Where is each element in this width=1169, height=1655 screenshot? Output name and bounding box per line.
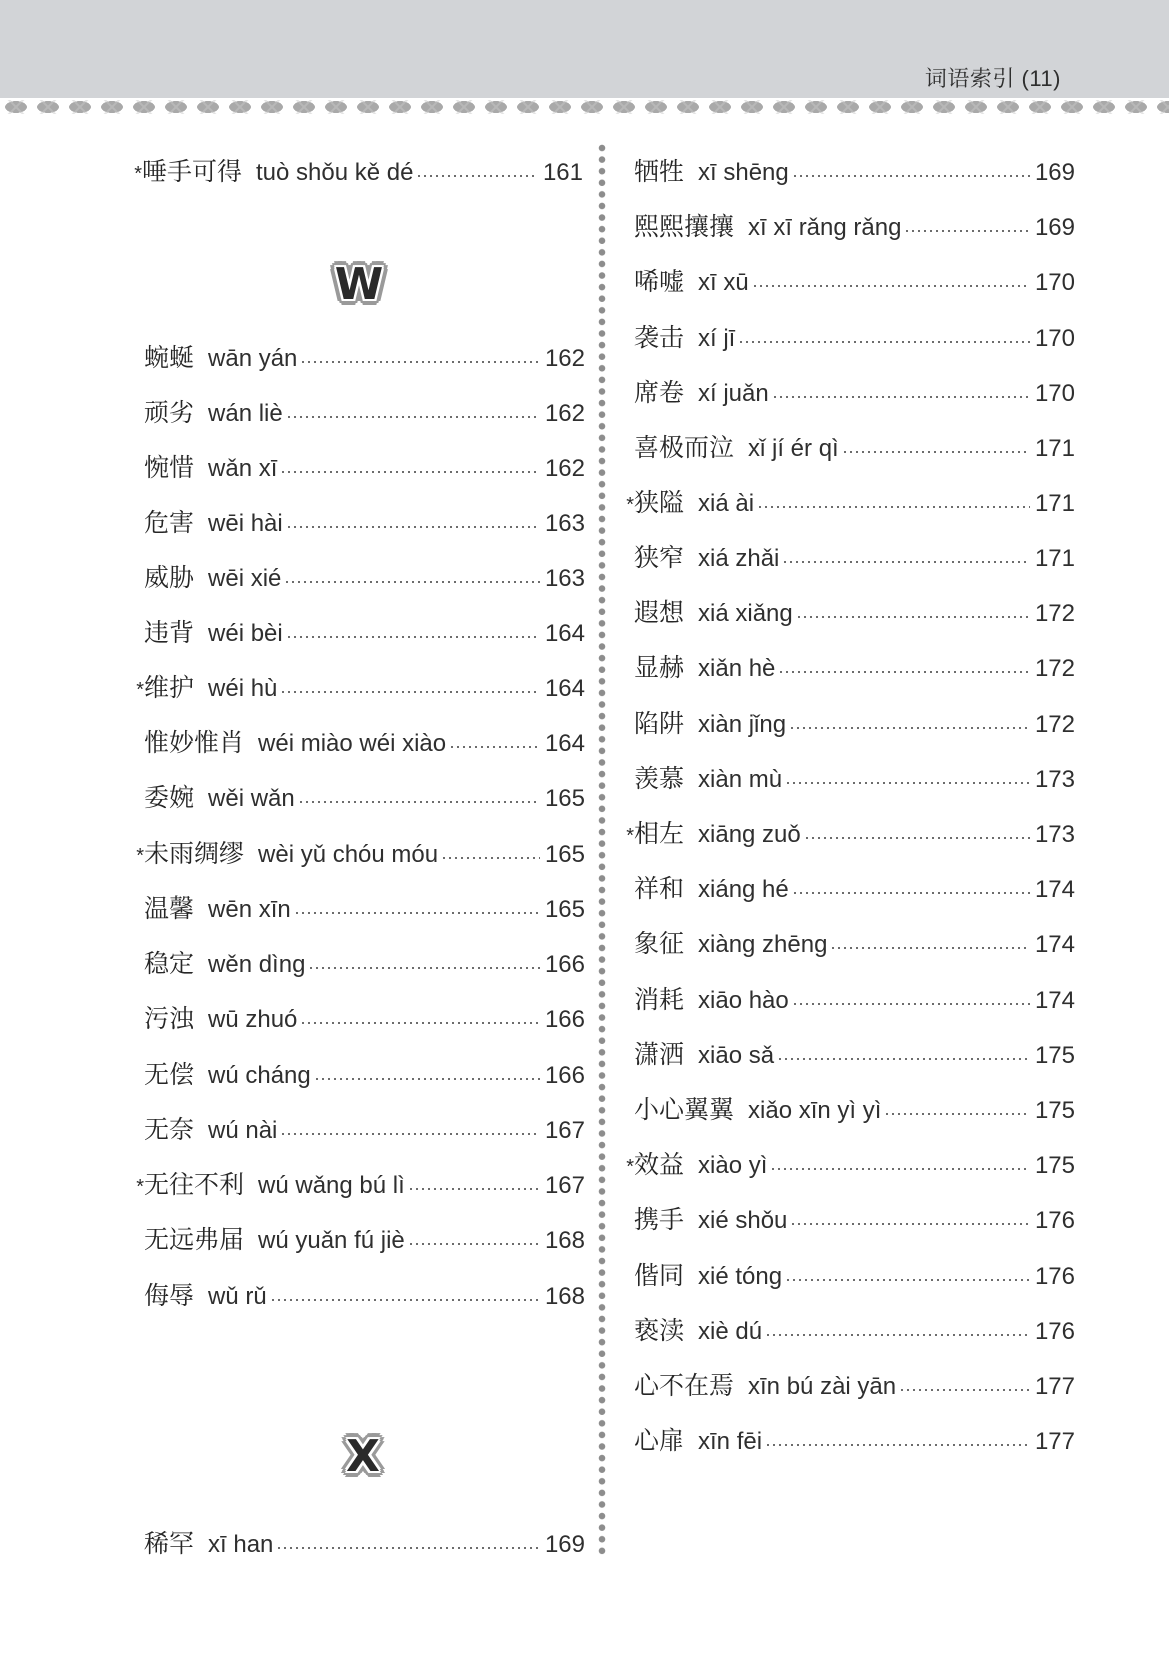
entry-pinyin: xī han	[208, 1531, 274, 1558]
entry-pinyin: xiáng hé	[698, 876, 789, 903]
index-entry	[620, 1366, 1075, 1400]
entry-pinyin: wēi xié	[208, 565, 282, 592]
entry-pinyin: xiàn jǐng	[698, 711, 787, 738]
dot-leader	[300, 1022, 540, 1024]
index-entry	[130, 944, 585, 978]
dot-leader	[785, 1279, 1030, 1281]
dot-leader	[757, 506, 1030, 508]
index-entry	[620, 538, 1075, 572]
entry-pinyin: xīn fēi	[698, 1428, 763, 1455]
entry-page-number: 169	[544, 1531, 585, 1558]
index-entry	[620, 262, 1075, 296]
dot-leader	[782, 561, 1030, 563]
entry-pinyin: wéi miào wéi xiào	[258, 730, 447, 757]
index-entry	[620, 373, 1075, 407]
star-marker: *	[134, 163, 142, 185]
dot-leader	[752, 285, 1030, 287]
dot-leader	[790, 1223, 1030, 1225]
star-marker: *	[136, 679, 144, 701]
entry-pinyin: xiāng zuǒ	[698, 821, 801, 848]
dot-leader	[280, 1133, 540, 1135]
entry-page-number: 169	[1034, 159, 1075, 186]
entry-page-number: 170	[1034, 380, 1075, 407]
entry-word: 袭击	[634, 324, 685, 352]
entry-word: 携手	[634, 1206, 685, 1234]
index-entry	[130, 1110, 585, 1144]
index-entry	[620, 924, 1075, 958]
entry-word: 顽劣	[144, 399, 195, 427]
entry-page-number: 174	[1034, 931, 1075, 958]
entry-page-number: 169	[1034, 214, 1075, 241]
dot-leader	[416, 175, 538, 177]
decorative-band	[0, 98, 1169, 114]
entry-page-number: 175	[1034, 1152, 1075, 1179]
dot-leader	[904, 230, 1030, 232]
entry-pinyin: xiá zhǎi	[698, 545, 780, 572]
entry-pinyin: wěi wǎn	[208, 785, 295, 812]
star-marker: *	[136, 1176, 144, 1198]
entry-word: 狭窄	[634, 544, 685, 572]
entry-pinyin: xī shēng	[698, 159, 789, 186]
entry-word: 狭隘	[634, 489, 685, 517]
entry-pinyin: xiǎn hè	[698, 655, 776, 682]
entry-page-number: 177	[1034, 1373, 1075, 1400]
entry-word: 遐想	[634, 599, 685, 627]
index-entry	[620, 648, 1075, 682]
index-entry	[620, 152, 1075, 186]
entry-pinyin: wú cháng	[208, 1062, 311, 1089]
entry-page-number: 164	[544, 675, 585, 702]
entry-page-number: 164	[544, 730, 585, 757]
entry-word: 偕同	[634, 1262, 685, 1290]
dot-leader	[286, 636, 540, 638]
entry-page-number: 164	[544, 620, 585, 647]
section-letter-w: W	[334, 258, 384, 310]
entry-word: 污浊	[144, 1005, 195, 1033]
entry-page-number: 165	[544, 841, 585, 868]
entry-page-number: 170	[1034, 325, 1075, 352]
dot-leader	[284, 581, 540, 583]
dot-leader	[408, 1243, 540, 1245]
index-entry	[620, 980, 1075, 1014]
entry-pinyin: xí juǎn	[698, 380, 769, 407]
index-entry	[620, 1090, 1075, 1124]
index-entry	[620, 704, 1075, 738]
entry-page-number: 168	[544, 1283, 585, 1310]
index-entry	[620, 869, 1075, 903]
index-entry	[130, 1276, 585, 1310]
entry-pinyin: xiàng zhēng	[698, 931, 828, 958]
entry-word: 祥和	[634, 875, 685, 903]
dot-leader	[899, 1389, 1030, 1391]
entry-page-number: 167	[544, 1172, 585, 1199]
entry-pinyin: wěn dìng	[208, 951, 306, 978]
entry-page-number: 165	[544, 896, 585, 923]
page-header	[0, 0, 1169, 98]
dot-leader	[778, 671, 1030, 673]
entry-word: 喜极而泣	[634, 434, 735, 462]
entry-word: 稳定	[144, 950, 195, 978]
entry-word: 唏嘘	[634, 268, 685, 296]
entry-word: 潇洒	[634, 1041, 685, 1069]
star-marker: *	[136, 845, 144, 867]
entry-word: 危害	[144, 509, 195, 537]
entry-pinyin: wēn xīn	[208, 896, 291, 923]
entry-word: 蜿蜒	[144, 344, 195, 372]
index-entry	[130, 558, 585, 592]
entry-word: 温馨	[144, 895, 195, 923]
entry-pinyin: xié shǒu	[698, 1207, 788, 1234]
entry-page-number: 172	[1034, 600, 1075, 627]
dot-leader	[441, 857, 540, 859]
entry-pinyin: wú yuǎn fú jiè	[258, 1227, 405, 1254]
entry-page-number: 172	[1034, 655, 1075, 682]
dot-leader	[298, 801, 540, 803]
header-title: 词语索引 (11)	[924, 66, 1061, 91]
entry-pinyin: xiàn mù	[698, 766, 783, 793]
entry-page-number: 173	[1034, 821, 1075, 848]
entry-pinyin: xiè dú	[698, 1318, 763, 1345]
index-entry	[130, 834, 585, 868]
entry-pinyin: xǐ jí ér qì	[748, 435, 839, 462]
entry-word: 违背	[144, 619, 195, 647]
index-entry	[130, 1055, 585, 1089]
dot-leader	[792, 175, 1030, 177]
dot-leader	[772, 396, 1030, 398]
entry-word: 委婉	[144, 784, 195, 812]
index-entry	[130, 613, 585, 647]
dot-leader	[300, 361, 540, 363]
star-marker: *	[626, 494, 634, 516]
entry-word: 无奈	[144, 1116, 195, 1144]
index-entry	[620, 814, 1075, 848]
entry-page-number: 176	[1034, 1318, 1075, 1345]
dot-leader	[286, 526, 540, 528]
entry-pinyin: xī xī rǎng rǎng	[748, 214, 902, 241]
entry-page-number: 162	[544, 455, 585, 482]
entry-word: 效益	[634, 1151, 685, 1179]
star-marker: *	[626, 1156, 634, 1178]
entry-word: 惋惜	[144, 454, 195, 482]
entry-word: 席卷	[634, 379, 685, 407]
entry-word: 稀罕	[144, 1530, 195, 1558]
entry-pinyin: wéi bèi	[208, 620, 283, 647]
index-entry	[620, 1311, 1075, 1345]
index-entry	[130, 1220, 585, 1254]
entry-word: 熙熙攘攘	[634, 213, 735, 241]
dot-leader	[765, 1444, 1030, 1446]
index-entry	[130, 778, 585, 812]
dot-leader	[777, 1058, 1030, 1060]
entry-page-number: 173	[1034, 766, 1075, 793]
index-entry	[620, 1145, 1075, 1179]
dot-leader	[785, 782, 1030, 784]
entry-page-number: 166	[544, 1062, 585, 1089]
entry-pinyin: xiá xiǎng	[698, 600, 793, 627]
entry-page-number: 176	[1034, 1263, 1075, 1290]
entry-pinyin: tuò shǒu kě dé	[256, 159, 414, 186]
entry-pinyin: xié tóng	[698, 1263, 783, 1290]
entry-page-number: 166	[544, 1006, 585, 1033]
dot-leader	[770, 1168, 1030, 1170]
entry-word: 牺牲	[634, 158, 685, 186]
entry-page-number: 168	[544, 1227, 585, 1254]
entry-page-number: 170	[1034, 269, 1075, 296]
entry-pinyin: xiāo hào	[698, 987, 789, 1014]
index-entry	[130, 1165, 585, 1199]
dot-leader	[308, 967, 540, 969]
entry-pinyin: wú nài	[208, 1117, 278, 1144]
dot-leader	[884, 1113, 1030, 1115]
entry-page-number: 163	[544, 510, 585, 537]
dot-leader	[796, 616, 1030, 618]
index-entry	[620, 207, 1075, 241]
entry-page-number: 172	[1034, 711, 1075, 738]
entry-page-number: 165	[544, 785, 585, 812]
entry-page-number: 175	[1034, 1097, 1075, 1124]
entry-pinyin: xiá ài	[698, 490, 755, 517]
index-entry	[620, 1200, 1075, 1234]
entry-page-number: 163	[544, 565, 585, 592]
entry-page-number: 176	[1034, 1207, 1075, 1234]
dot-leader	[765, 1334, 1030, 1336]
index-entry	[130, 1524, 585, 1558]
index-entry	[130, 889, 585, 923]
entry-word: 陷阱	[634, 710, 685, 738]
entry-word: 显赫	[634, 654, 685, 682]
entry-word: 唾手可得	[142, 158, 243, 186]
entry-pinyin: xiào yì	[698, 1152, 768, 1179]
index-entry	[620, 759, 1075, 793]
entry-word: 无偿	[144, 1061, 195, 1089]
entry-page-number: 171	[1034, 490, 1075, 517]
entry-pinyin: wán liè	[208, 400, 283, 427]
dot-leader	[449, 746, 540, 748]
entry-page-number: 167	[544, 1117, 585, 1144]
entry-word: 心扉	[634, 1427, 685, 1455]
entry-word: 心不在焉	[634, 1372, 735, 1400]
index-entry	[130, 393, 585, 427]
entry-pinyin: xí jī	[698, 325, 736, 352]
dot-leader	[294, 912, 540, 914]
entry-word: 维护	[144, 674, 195, 702]
entry-page-number: 162	[544, 400, 585, 427]
section-letter-x: X	[346, 1430, 380, 1482]
column-divider	[598, 144, 606, 1558]
dot-leader	[792, 892, 1030, 894]
entry-pinyin: xīn bú zài yān	[748, 1373, 897, 1400]
entry-word: 羡慕	[634, 765, 685, 793]
dot-leader	[804, 837, 1030, 839]
entry-pinyin: wú wǎng bú lì	[258, 1172, 405, 1199]
entry-word: 未雨绸缪	[144, 840, 245, 868]
entry-page-number: 171	[1034, 435, 1075, 462]
dot-leader	[792, 1003, 1030, 1005]
dot-leader	[270, 1299, 540, 1301]
index-entry	[128, 152, 583, 186]
entry-word: 亵渎	[634, 1317, 685, 1345]
entry-page-number: 177	[1034, 1428, 1075, 1455]
dot-leader	[408, 1188, 540, 1190]
entry-page-number: 162	[544, 345, 585, 372]
index-entry	[620, 593, 1075, 627]
entry-pinyin: wēi hài	[208, 510, 283, 537]
index-entry	[620, 1256, 1075, 1290]
index-entry	[620, 318, 1075, 352]
dot-leader	[276, 1547, 540, 1549]
index-entry	[130, 999, 585, 1033]
index-entry	[620, 1421, 1075, 1455]
dot-leader	[314, 1078, 540, 1080]
index-entry	[620, 428, 1075, 462]
dot-leader	[738, 341, 1030, 343]
index-entry	[130, 723, 585, 757]
index-entry	[130, 503, 585, 537]
dot-leader	[830, 947, 1030, 949]
entry-pinyin: wū zhuó	[208, 1006, 298, 1033]
entry-word: 象征	[634, 930, 685, 958]
entry-pinyin: wān yán	[208, 345, 298, 372]
dot-leader	[280, 691, 540, 693]
index-entry	[130, 668, 585, 702]
entry-pinyin: wèi yǔ chóu móu	[258, 841, 439, 868]
entry-word: 威胁	[144, 564, 195, 592]
entry-page-number: 166	[544, 951, 585, 978]
index-entry	[130, 448, 585, 482]
entry-word: 侮辱	[144, 1282, 195, 1310]
entry-pinyin: xiāo sǎ	[698, 1042, 775, 1069]
dot-leader	[789, 727, 1030, 729]
entry-word: 小心翼翼	[634, 1096, 735, 1124]
star-marker: *	[626, 825, 634, 847]
entry-page-number: 174	[1034, 987, 1075, 1014]
index-entry	[620, 1035, 1075, 1069]
entry-word: 相左	[634, 820, 685, 848]
dot-leader	[280, 471, 540, 473]
entry-pinyin: wǎn xī	[208, 455, 278, 482]
index-entry	[130, 338, 585, 372]
entry-page-number: 174	[1034, 876, 1075, 903]
entry-pinyin: xiǎo xīn yì yì	[748, 1097, 882, 1124]
entry-pinyin: wǔ rǔ	[208, 1283, 267, 1310]
entry-word: 无往不利	[144, 1171, 245, 1199]
entry-pinyin: wéi hù	[208, 675, 278, 702]
entry-word: 消耗	[634, 986, 685, 1014]
entry-page-number: 175	[1034, 1042, 1075, 1069]
index-entry	[620, 483, 1075, 517]
entry-pinyin: xī xū	[698, 269, 749, 296]
entry-word: 惟妙惟肖	[144, 729, 245, 757]
dot-leader	[842, 451, 1030, 453]
entry-page-number: 161	[542, 159, 583, 186]
entry-page-number: 171	[1034, 545, 1075, 572]
entry-word: 无远弗届	[144, 1226, 245, 1254]
dot-leader	[286, 416, 540, 418]
